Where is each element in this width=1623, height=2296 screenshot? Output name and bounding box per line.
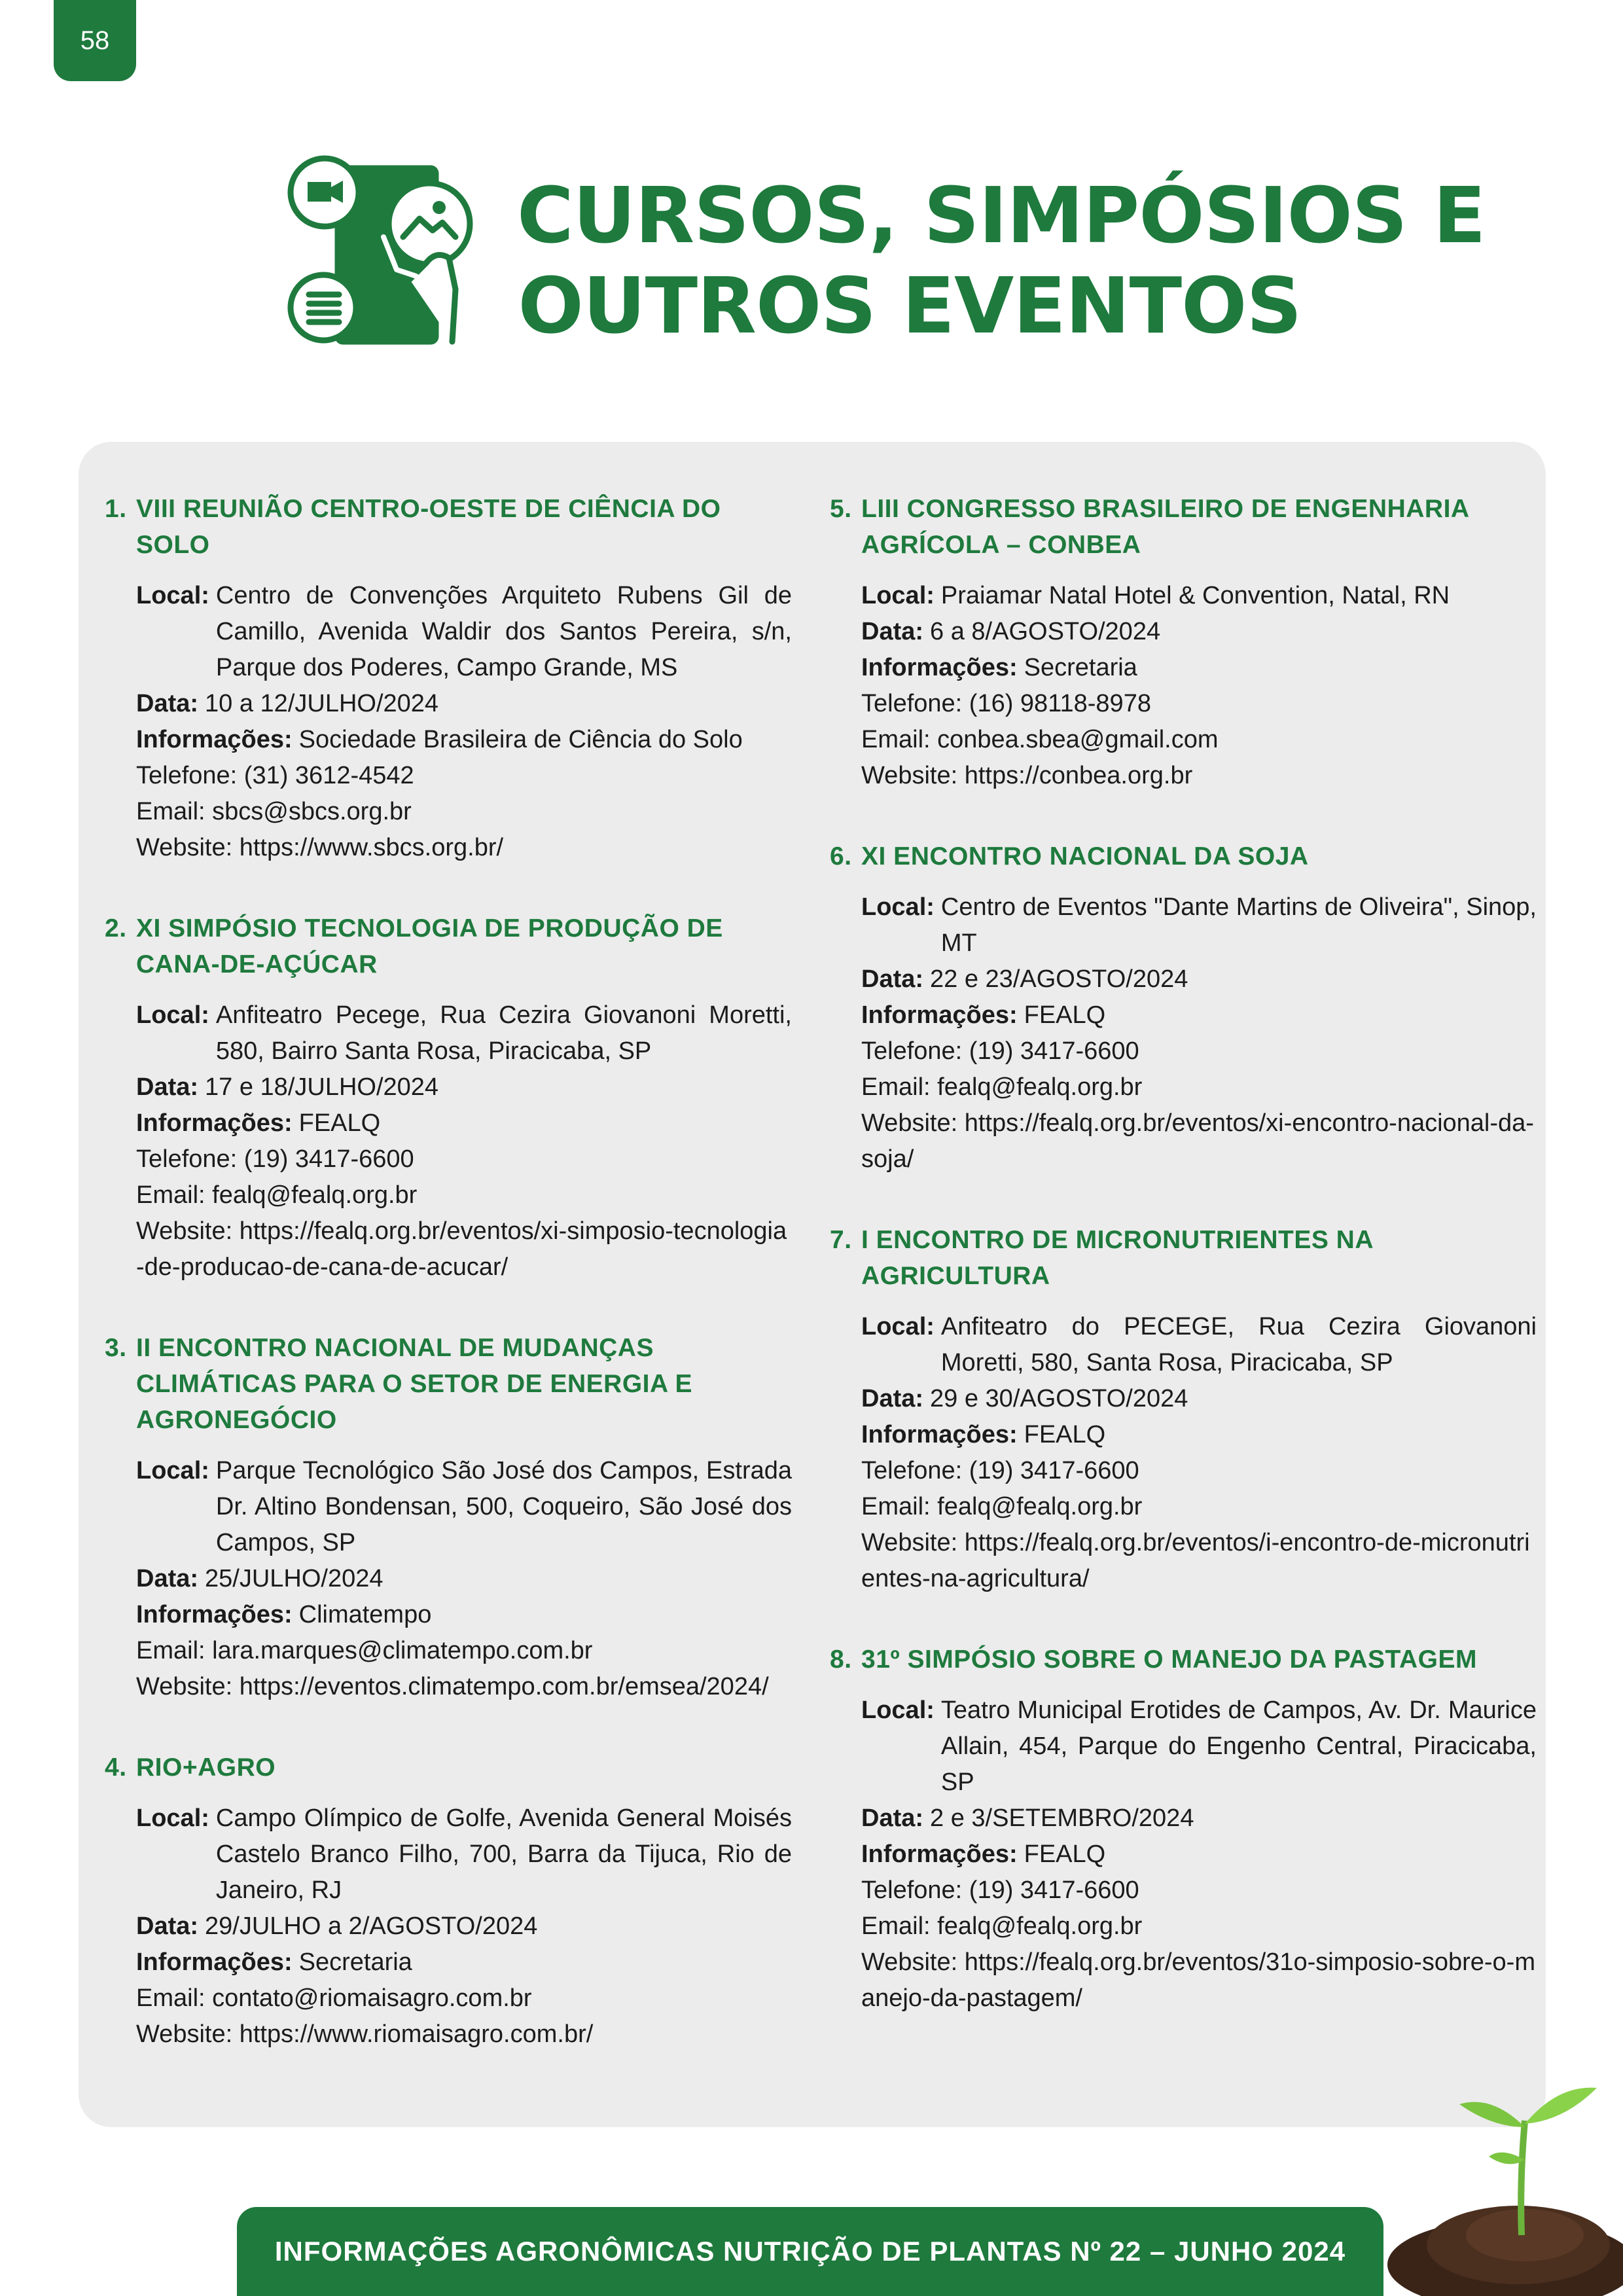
info-label: Informações: — [861, 1421, 1018, 1448]
local-value: Anfiteatro do PECEGE, Rua Cezira Giovanoni Moretti, 580, Santa Rosa, Piracicaba, SP — [940, 1313, 1537, 1376]
info-value: Sociedade Brasileira de Ciência do Solo — [298, 726, 743, 753]
event-title — [105, 1749, 792, 1785]
local-value: Praiamar Natal Hotel & Convention, Natal, RN — [940, 582, 1450, 609]
info-value: FEALQ — [1024, 1001, 1106, 1029]
data-label: Data: — [136, 1565, 199, 1592]
website-link[interactable]: Website: https://fealq.org.br/eventos/xi-simposio-tecnologia-de-producao-de-cana-de-acucar/ — [136, 1217, 787, 1281]
data-label: Data: — [861, 618, 924, 645]
data-label: Data: — [136, 1073, 199, 1101]
event-title — [105, 491, 792, 563]
title-line-1: CURSOS, SIMPÓSIOS E — [517, 170, 1486, 260]
info-label: Informações: — [136, 1601, 293, 1628]
local-value: Anfiteatro Pecege, Rua Cezira Giovanoni Moretti, 580, Bairro Santa Rosa, Piracicaba, SP — [215, 1001, 792, 1065]
event-item — [105, 1749, 792, 2053]
local-value: Parque Tecnológico São José dos Campos, Estrada Dr. Altino Bondensan, 500, Coqueiro, São José dos Campos, SP — [215, 1457, 792, 1556]
info-label: Informações: — [861, 1840, 1018, 1868]
info-value: Secretaria — [298, 1948, 412, 1976]
email: Email: conbea.sbea@gmail.com — [861, 726, 1219, 753]
event-title-text: I ENCONTRO DE MICRONUTRIENTES NA AGRICULTURA — [861, 1226, 1373, 1290]
data-value: 25/JULHO/2024 — [205, 1565, 383, 1592]
info-label: Informações: — [861, 654, 1018, 681]
telefone: Telefone: (19) 3417-6600 — [861, 1037, 1139, 1065]
events-column-left — [105, 491, 792, 2097]
event-number: 5. — [830, 495, 852, 523]
data-label: Data: — [136, 1912, 199, 1940]
info-label: Informações: — [861, 1001, 1018, 1029]
data-label: Data: — [861, 1804, 924, 1832]
email: Email: fealq@fealq.org.br — [861, 1073, 1143, 1101]
local-value: Teatro Municipal Erotides de Campos, Av. Dr. Maurice Allain, 454, Parque do Engenho Central, Piracicaba, SP — [940, 1696, 1537, 1796]
event-title — [830, 1222, 1537, 1294]
data-value: 10 a 12/JULHO/2024 — [205, 690, 439, 717]
event-number: 1. — [105, 495, 127, 523]
telefone: Telefone: (19) 3417-6600 — [861, 1876, 1139, 1904]
info-label: Informações: — [136, 1948, 293, 1976]
local-label: Local: — [136, 1457, 209, 1484]
website-link[interactable]: Website: https://fealq.org.br/eventos/xi-encontro-nacional-da-soja/ — [861, 1109, 1534, 1173]
email: Email: lara.marques@climatempo.com.br — [136, 1637, 593, 1664]
info-value: FEALQ — [298, 1109, 381, 1137]
email: Email: contato@riomaisagro.com.br — [136, 1984, 532, 2012]
data-value: 17 e 18/JULHO/2024 — [205, 1073, 439, 1101]
data-label: Data: — [136, 690, 199, 717]
footer-text: INFORMAÇÕES AGRONÔMICAS NUTRIÇÃO DE PLANTAS Nº 22 – JUNHO 2024 — [274, 2236, 1346, 2267]
local-label: Local: — [136, 1804, 209, 1832]
page-number: 58 — [54, 0, 136, 81]
event-item — [105, 910, 792, 1285]
info-label: Informações: — [136, 1109, 293, 1137]
event-title-text: II ENCONTRO NACIONAL DE MUDANÇAS CLIMÁTICAS PARA O SETOR DE ENERGIA E AGRONEGÓCIO — [136, 1334, 693, 1434]
local-label: Local: — [136, 582, 209, 609]
event-title-text: RIO+AGRO — [136, 1753, 276, 1782]
local-label: Local: — [861, 582, 935, 609]
event-title — [830, 1641, 1537, 1677]
data-value: 6 a 8/AGOSTO/2024 — [930, 618, 1161, 645]
title-line-2: OUTROS EVENTOS — [518, 260, 1302, 351]
local-value: Centro de Eventos "Dante Martins de Oliveira", Sinop, MT — [940, 893, 1537, 957]
event-title — [105, 1330, 792, 1438]
event-title-text: 31º SIMPÓSIO SOBRE O MANEJO DA PASTAGEM — [861, 1645, 1477, 1674]
info-value: Secretaria — [1024, 654, 1137, 681]
website-link[interactable]: Website: https://eventos.climatempo.com.br/emsea/2024/ — [136, 1673, 769, 1700]
info-value: Climatempo — [298, 1601, 432, 1628]
local-label: Local: — [861, 893, 935, 921]
event-title-text: XI ENCONTRO NACIONAL DA SOJA — [861, 842, 1309, 870]
footer-banner — [237, 2207, 1383, 2296]
local-label: Local: — [136, 1001, 209, 1029]
website-link[interactable]: Website: https://www.riomaisagro.com.br/ — [136, 2020, 594, 2048]
event-title-text: VIII REUNIÃO CENTRO-OESTE DE CIÊNCIA DO SOLO — [136, 495, 721, 559]
event-title — [830, 838, 1537, 874]
event-number: 6. — [830, 842, 852, 870]
website-link[interactable]: Website: https://conbea.org.br — [861, 762, 1193, 789]
info-value: FEALQ — [1024, 1421, 1106, 1448]
info-value: FEALQ — [1024, 1840, 1106, 1868]
event-title-text: LIII CONGRESSO BRASILEIRO DE ENGENHARIA AGRÍCOLA – CONBEA — [861, 495, 1469, 559]
telefone: Telefone: (31) 3612-4542 — [136, 762, 414, 789]
event-item — [105, 1330, 792, 1705]
event-number: 2. — [105, 914, 127, 942]
event-item — [830, 1641, 1537, 2017]
data-value: 2 e 3/SETEMBRO/2024 — [930, 1804, 1194, 1832]
data-value: 29 e 30/AGOSTO/2024 — [930, 1385, 1188, 1412]
event-title — [830, 491, 1537, 563]
event-item — [830, 1222, 1537, 1597]
local-label: Local: — [861, 1696, 935, 1724]
data-value: 29/JULHO a 2/AGOSTO/2024 — [205, 1912, 538, 1940]
data-label: Data: — [861, 965, 924, 993]
event-number: 7. — [830, 1226, 852, 1254]
telefone: Telefone: (16) 98118-8978 — [861, 690, 1151, 717]
email: Email: fealq@fealq.org.br — [136, 1181, 418, 1209]
events-icon — [285, 145, 482, 348]
data-value: 22 e 23/AGOSTO/2024 — [930, 965, 1188, 993]
email: Email: sbcs@sbcs.org.br — [136, 798, 412, 825]
email: Email: fealq@fealq.org.br — [861, 1493, 1143, 1520]
page-title — [517, 170, 1486, 351]
event-number: 4. — [105, 1753, 127, 1782]
event-title-text: XI SIMPÓSIO TECNOLOGIA DE PRODUÇÃO DE CANA-DE-AÇÚCAR — [136, 914, 723, 978]
events-column-right — [830, 491, 1537, 2061]
plant-icon — [1361, 2049, 1623, 2296]
website-link[interactable]: Website: https://www.sbcs.org.br/ — [136, 834, 504, 861]
telefone: Telefone: (19) 3417-6600 — [136, 1145, 414, 1173]
local-value: Campo Olímpico de Golfe, Avenida General Moisés Castelo Branco Filho, 700, Barra da Tijuca, Rio de Janeiro, RJ — [215, 1804, 792, 1904]
website-link[interactable]: Website: https://fealq.org.br/eventos/i-encontro-de-micronutrientes-na-agricultura/ — [861, 1529, 1530, 1592]
event-number: 8. — [830, 1645, 852, 1674]
event-item — [830, 491, 1537, 794]
event-item — [830, 838, 1537, 1177]
local-label: Local: — [861, 1313, 935, 1340]
event-number: 3. — [105, 1334, 127, 1362]
event-item — [105, 491, 792, 866]
info-label: Informações: — [136, 726, 293, 753]
telefone: Telefone: (19) 3417-6600 — [861, 1457, 1139, 1484]
email: Email: fealq@fealq.org.br — [861, 1912, 1143, 1940]
local-value: Centro de Convenções Arquiteto Rubens Gil de Camillo, Avenida Waldir dos Santos Pereira, s/n, Parque dos Poderes, Campo Grande, MS — [215, 582, 792, 681]
website-link[interactable]: Website: https://fealq.org.br/eventos/31o-simposio-sobre-o-manejo-da-pastagem/ — [861, 1948, 1535, 2012]
event-title — [105, 910, 792, 982]
data-label: Data: — [861, 1385, 924, 1412]
